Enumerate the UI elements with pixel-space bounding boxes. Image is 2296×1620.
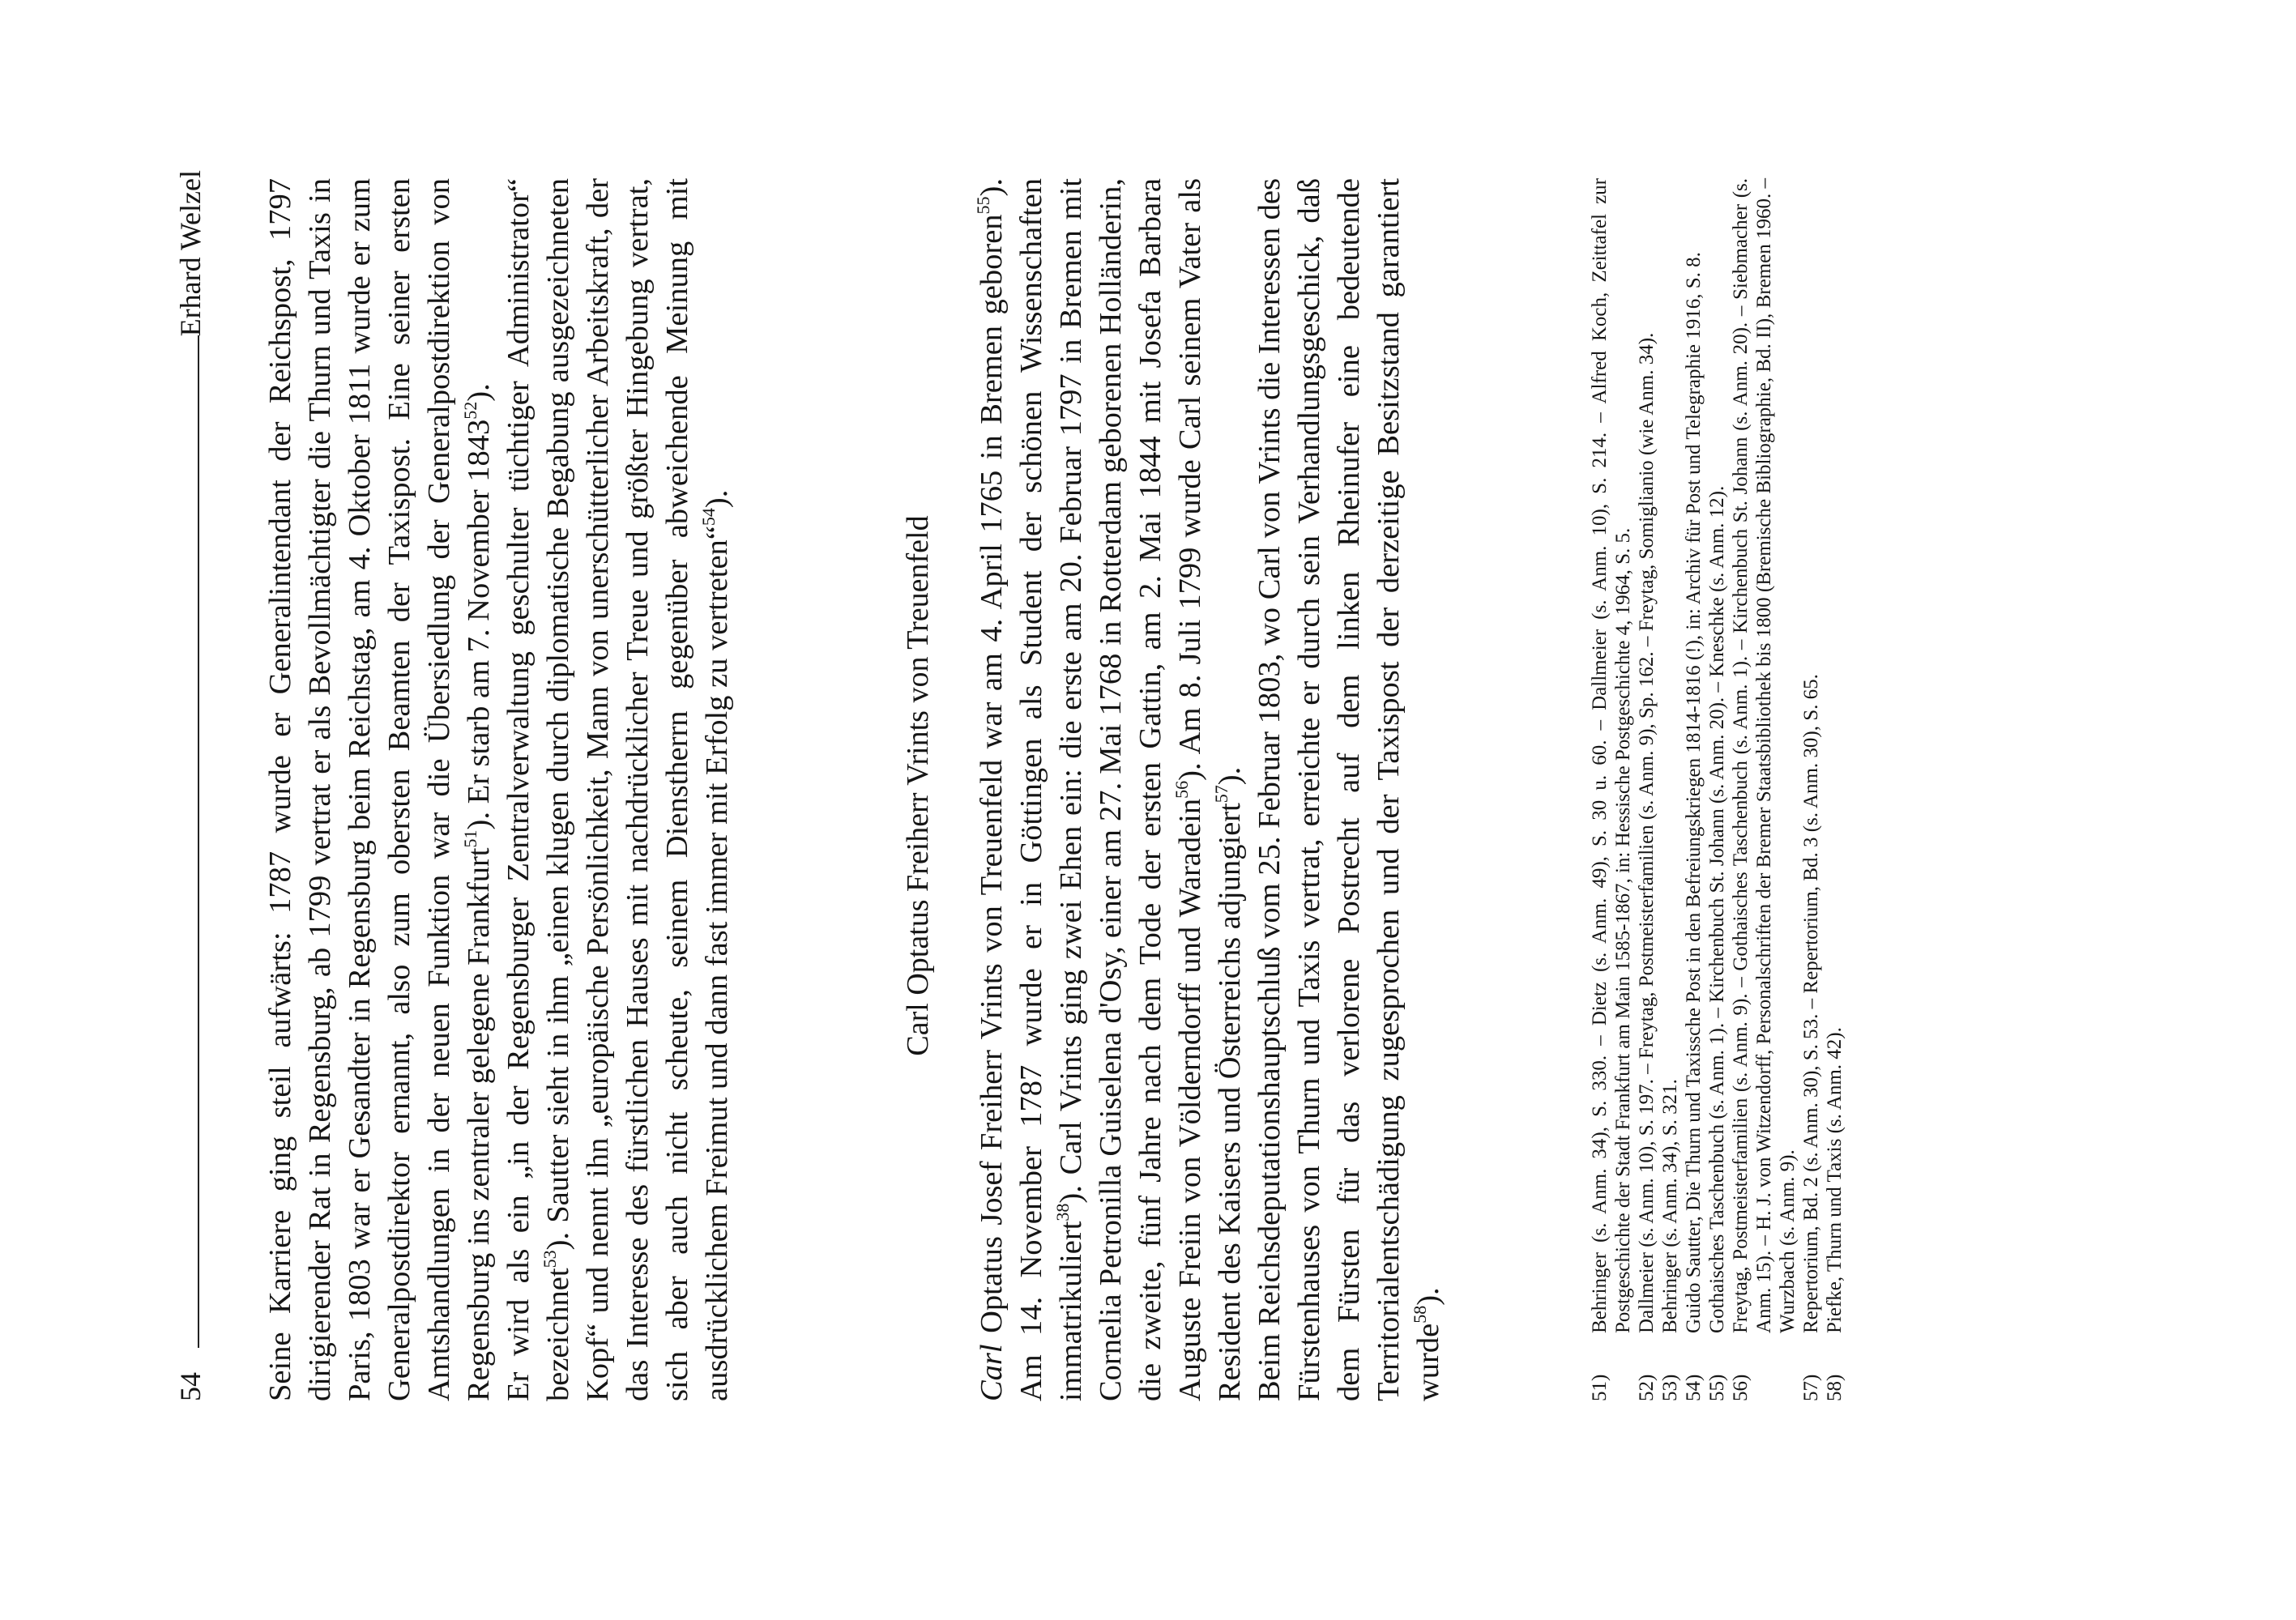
page-number: 54 bbox=[174, 1372, 207, 1401]
footnote-ref[interactable]: 58 bbox=[1410, 1305, 1430, 1324]
body-text-section-2 bbox=[972, 178, 1449, 1401]
footnote-ref[interactable]: 51 bbox=[460, 829, 480, 848]
footnote-text: Dallmeier (s. Anm. 10), S. 197. – Freytag, Postmeisterfamilien (s. Anm. 9), Sp. 162. – Freytag, Somiglianio (wie Anm. 34). bbox=[1636, 332, 1658, 1333]
footnote-text: Behringer (s. Anm. 34), S. 330. – Dietz (s. Anm. 49), S. 30 u. 60. – Dallmeier (s. Anm. 10), S. 214. – Alfred Koch, Zeittafel zur Postgeschichte der Stadt Frankfurt am Main 1585-1867, in: Hessische Postgeschichte 4, 1964, S. 5. bbox=[1589, 178, 1634, 1333]
footnote bbox=[1658, 178, 1682, 1401]
paragraph: Carl Optatus Josef Freiherr Vrints von Treuenfeld war am 4. April 1765 in Bremen geboren$^{55}$). Am 14. November 1787 wurde er in Göttingen als Student der schönen Wissenschaften immatrikuliert$^{38}$). Carl Vrints ging zwei Ehen ein: die erste am 20. Februar 1797 in Bremen mit Cornelia Petronilla Guiselena d'Osy, einer am 27. Mai 1768 in Rotterdam geborenen Holländerin, die zweite, fünf Jahre nach dem Tode der ersten Gattin, am 2. Mai 1844 mit Josefa Barbara Auguste Freiin von Völderndorff und Waradein$^{56}$). Am 8. Juli 1799 wurde Carl seinem Vater als Resident des Kaisers und Österreichs adjungiert$^{57}$). bbox=[973, 178, 1247, 1401]
footnotes bbox=[1588, 178, 1846, 1401]
paragraph: Seine Karriere ging steil aufwärts: 1787 wurde er Generalintendant der Reichspost, 1797 dirigierender Rat in Regensburg, ab 1799 vertrat er als Bevollmächtigter die Thurn und Taxis in Paris, 1803 war er Gesandter in Regensburg beim Reichstag, am 4. Oktober 1811 wurde er zum Generalpostdirektor ernannt, also zum obersten Beamten der Taxispost. Eine seiner ersten Amtshandlungen in der neuen Funktion war die Übersiedlung der Generalpostdirektion von Regensburg ins zentraler gelegene Frankfurt$^{51}$). Er starb am 7. November 1843$^{52}$). bbox=[263, 178, 496, 1401]
footnote bbox=[1635, 178, 1658, 1401]
running-head bbox=[172, 170, 209, 1401]
footnote bbox=[1823, 178, 1846, 1401]
footnote-ref[interactable]: 52 bbox=[460, 401, 480, 420]
footnote-number: 58) bbox=[1824, 1374, 1846, 1401]
running-head-author: Erhard Welzel bbox=[174, 170, 207, 337]
footnote-text: Guido Sautter, Die Thurn und Taxissche Post in den Befreiungskriegen 1814-1816 (!), in: Archiv für Post und Telegraphie 1916, S. 8. bbox=[1683, 252, 1705, 1333]
paragraph: Beim Reichsdeputationshauptschluß vom 25. Februar 1803, wo Carl von Vrints die Interessen des Fürstenhauses von Thurn und Taxis vertrat, erreichte er durch sein Verhandlungsgeschick, daß dem Fürsten für das verlorene Postrecht auf dem linken Rheinufer eine bedeutende Territorialentschädigung zugesprochen und der Taxispost der derzeitige Besitzstand garantiert wurde$^{58}$). bbox=[1253, 178, 1445, 1401]
footnote bbox=[1682, 178, 1705, 1401]
footnote bbox=[1799, 178, 1823, 1401]
footnote-ref[interactable]: 56 bbox=[1171, 780, 1192, 799]
footnote-text: Repertorium, Bd. 2 (s. Anm. 30), S. 53. – Repertorium, Bd. 3 (s. Anm. 30), S. 65. bbox=[1800, 674, 1822, 1333]
footnote-ref[interactable]: 54 bbox=[698, 508, 719, 526]
footnote-ref[interactable]: 38 bbox=[1052, 1203, 1073, 1221]
footnote-number: 51) bbox=[1589, 1374, 1611, 1401]
footnote-number: 56) bbox=[1730, 1374, 1752, 1401]
header-rule bbox=[198, 335, 199, 1348]
footnote bbox=[1705, 178, 1729, 1401]
paragraph: Er wird als ein „in der Regensburger Zentralverwaltung geschulter tüchtiger Administrator“ bezeichnet$^{53}$). Sautter sieht in ihm „einen klugen durch diplomatische Begabung ausgezeichneten Kopf“ und nennt ihn „europäische Persönlichkeit, Mann von unerschütterlicher Arbeitskraft, der das Interesse des fürstlichen Hauses mit nachdrücklicher Treue und größter Hingebung vertrat, sich aber auch nicht scheute, seinem Dienstherrn gegenüber abweichende Meinung mit ausdrücklichem Freimut und dann fast immer mit Erfolg zu vertreten“$^{54}$). bbox=[501, 178, 734, 1401]
footnote bbox=[1729, 178, 1799, 1401]
footnote-text: Piefke, Thurn und Taxis (s. Anm. 42). bbox=[1824, 1027, 1846, 1333]
footnote-number: 55) bbox=[1706, 1374, 1728, 1401]
footnote-ref[interactable]: 55 bbox=[973, 196, 993, 215]
footnote-text: Freytag, Postmeisterfamilien (s. Anm. 9). – Gothaisches Taschenbuch (s. Anm. 1). – Kirchenbuch St. Johann (s. Anm. 20). – Siebmacher (s. Anm. 15). – H. J. von Witzendorff, Personalschriften der Bremer Staatsbibliothek bis 1800 (Bremische Bibliographie, Bd. II), Bremen 1960. – Wurzbach (s. Anm. 9). bbox=[1730, 178, 1799, 1333]
footnote-number: 53) bbox=[1659, 1374, 1681, 1401]
footnote-number: 57) bbox=[1800, 1374, 1822, 1401]
footnote-text: Behringer (s. Anm. 34), S. 321. bbox=[1659, 1079, 1681, 1333]
footnote-number: 52) bbox=[1636, 1374, 1658, 1401]
footnote-ref[interactable]: 57 bbox=[1211, 785, 1231, 804]
footnote-ref[interactable]: 53 bbox=[540, 1250, 560, 1268]
footnote-number: 54) bbox=[1683, 1374, 1705, 1401]
footnote-text: Gothaisches Taschenbuch (s. Anm. 1). – Kirchenbuch St. Johann (s. Anm. 20). – Kneschke (s. Anm. 12). bbox=[1706, 485, 1728, 1333]
body-text-section-1 bbox=[261, 178, 737, 1401]
section-heading: Carl Optatus Freiherr Vrints von Treuenfeld bbox=[901, 515, 935, 1056]
footnote bbox=[1588, 178, 1635, 1401]
